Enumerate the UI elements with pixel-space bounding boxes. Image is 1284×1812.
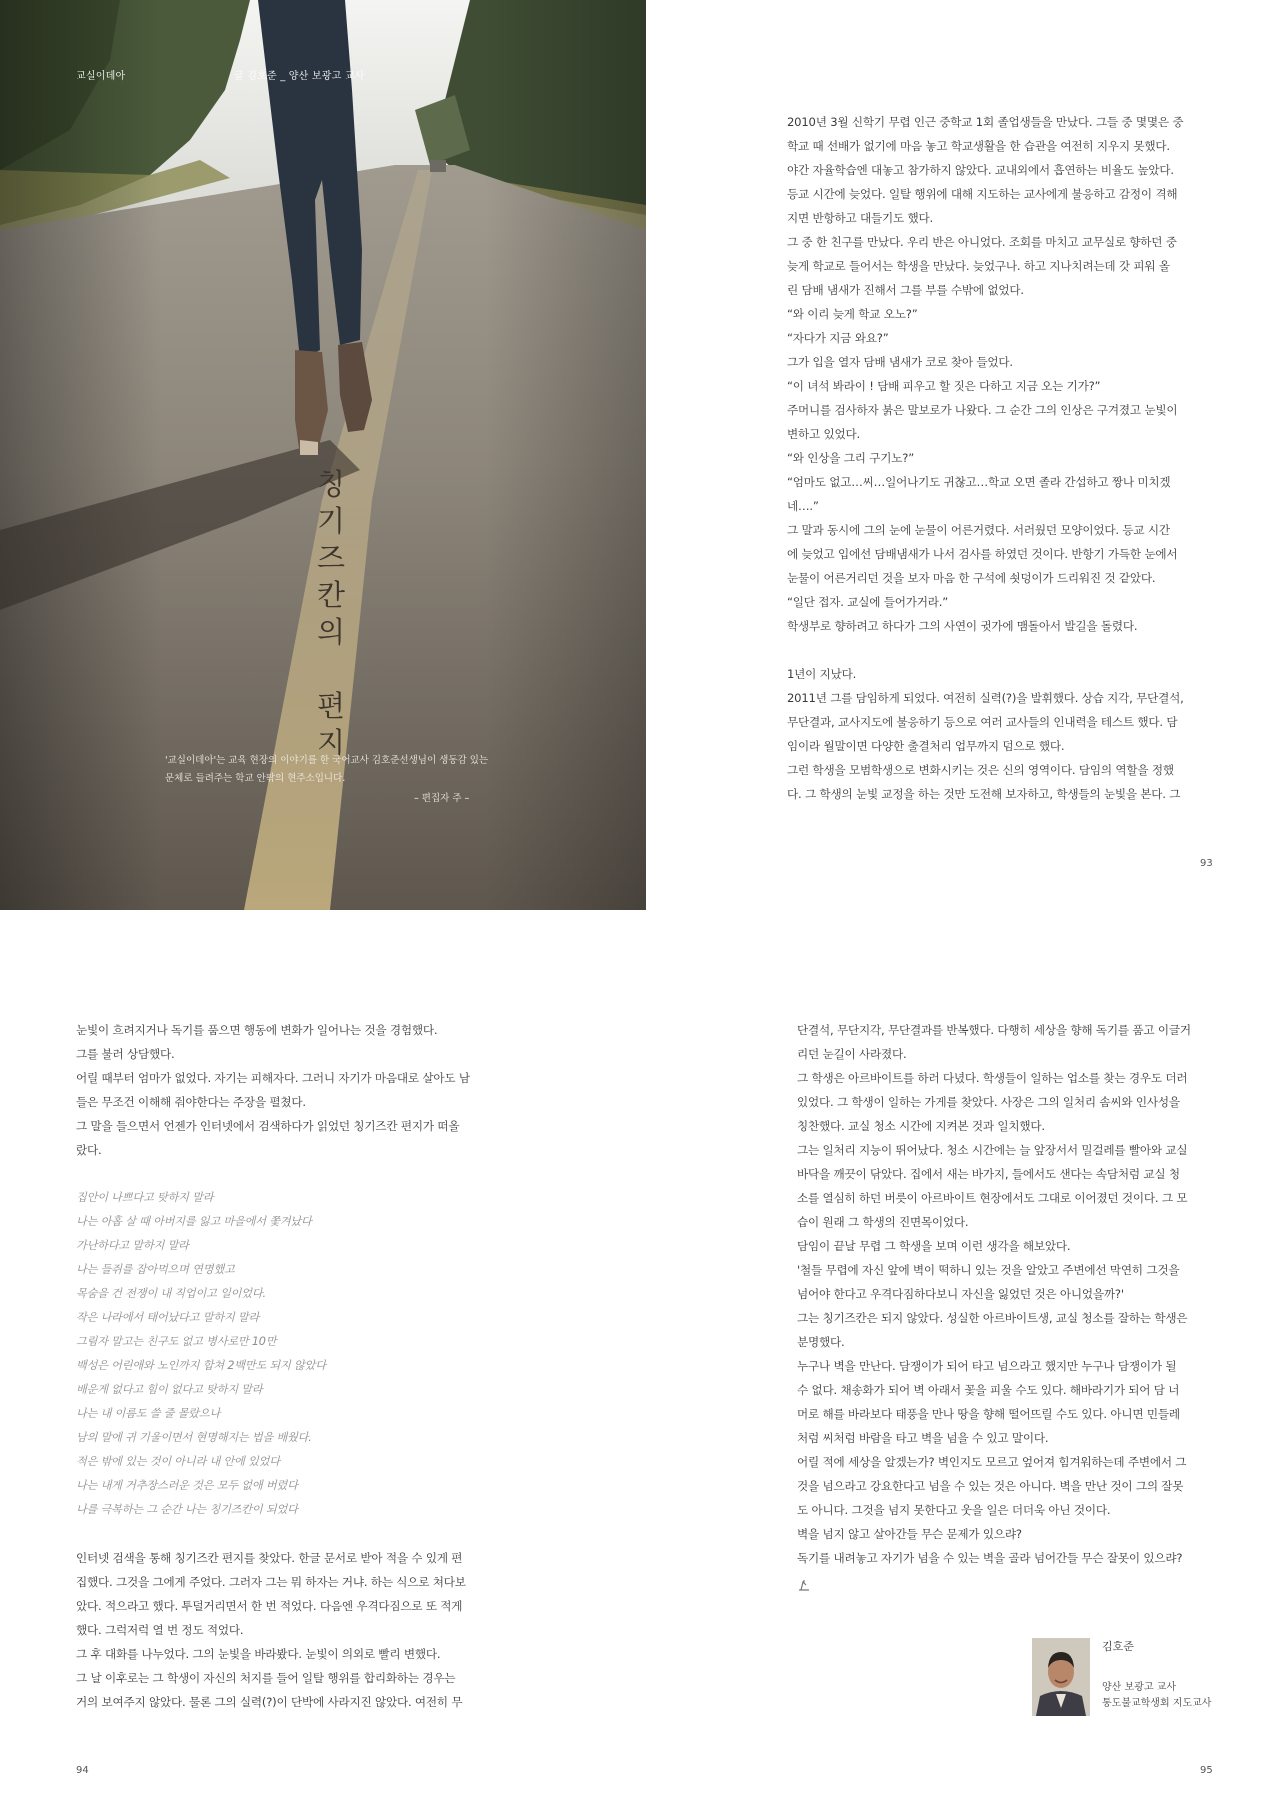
text-line: 칭찬했다. 교실 청소 시간에 지켜본 것과 일치했다. bbox=[797, 1119, 1045, 1133]
text-line: 소를 열심히 하던 버릇이 아르바이트 현장에서도 그대로 이어졌던 것이다. 그 모 bbox=[797, 1191, 1188, 1205]
text-line: “엄마도 없고…씨…일어나기도 귀찮고…학교 오면 졸라 간섭하고 짱나 미치겠 bbox=[787, 475, 1171, 489]
text-line: 늦게 학교로 들어서는 학생을 만났다. 늦었구나. 하고 지나치려는데 갓 피워 올 bbox=[787, 259, 1170, 273]
author-photo bbox=[1032, 1638, 1090, 1716]
text-line: 임이라 월말이면 다양한 출결처리 업무까지 덤으로 했다. bbox=[787, 739, 1065, 753]
poem-line: 나는 들쥐를 잡아먹으며 연명했고 bbox=[76, 1263, 235, 1276]
poem-line: 집안이 나쁘다고 탓하지 말라 bbox=[76, 1191, 214, 1204]
text-line: 있었다. 그 학생이 일하는 가게를 찾았다. 사장은 그의 일처리 솜씨와 인사성을 bbox=[797, 1095, 1180, 1109]
text-line: 그는 칭기즈칸은 되지 않았다. 성실한 아르바이트생, 교실 청소를 잘하는 학생은 bbox=[797, 1311, 1188, 1325]
text-line: 무단결과, 교사지도에 불응하기 등으로 여러 교사들의 인내력을 테스트 했다. 담 bbox=[787, 715, 1178, 729]
text-line: 그가 입을 열자 담배 냄새가 코로 찾아 들었다. bbox=[787, 355, 1013, 369]
text-line: 학교 때 선배가 없기에 마음 놓고 학교생활을 한 습관을 여전히 지우지 못했다. bbox=[787, 139, 1170, 153]
text-line: 처럼 씨처럼 바람을 타고 벽을 넘을 수 있고 말이다. bbox=[797, 1431, 1049, 1445]
text-line: 그 학생은 아르바이트를 하러 다녔다. 학생들이 일하는 업소를 찾는 경우도 더러 bbox=[797, 1071, 1188, 1085]
text-line: 눈물이 어른거리던 것을 보자 마음 한 구석에 쇳덩이가 드리워진 것 같았다. bbox=[787, 571, 1156, 585]
page-number-94: 94 bbox=[76, 1765, 89, 1776]
text-line: 그런 학생을 모범학생으로 변화시키는 것은 신의 영역이다. 담임의 역할을 정했 bbox=[787, 763, 1174, 777]
poem-line: 가난하다고 말하지 말라 bbox=[76, 1239, 189, 1252]
text-line: 단결석, 무단지각, 무단결과를 반복했다. 다행히 세상을 향해 독기를 품고 이글거 bbox=[797, 1023, 1191, 1037]
text-line: 았다. 적으라고 했다. 투덜거리면서 한 번 적었다. 다음엔 우격다짐으로 또 적게 bbox=[76, 1599, 463, 1613]
byline: 글 김호준 _ 양산 보광고 교사 bbox=[234, 71, 365, 82]
text-line: 집했다. 그것을 그에게 주었다. 그러자 그는 뭐 하자는 거냐. 하는 식으로 쳐다보 bbox=[76, 1575, 466, 1589]
text-line: 등교 시간에 늦었다. 일탈 행위에 대해 지도하는 교사에게 불응하고 감정이 격해 bbox=[787, 187, 1178, 201]
text-line: 수 없다. 채송화가 되어 벽 아래서 꽃을 피울 수도 있다. 해바라기가 되어 담 너 bbox=[797, 1383, 1180, 1397]
poem-line: 남의 말에 귀 기울이면서 현명해지는 법을 배웠다. bbox=[76, 1431, 312, 1444]
cover-photo bbox=[0, 0, 646, 910]
text-line: 1년이 지났다. bbox=[787, 667, 857, 681]
page-93-body bbox=[787, 110, 1207, 806]
text-line: 주머니를 검사하자 붉은 말보로가 나왔다. 그 순간 그의 인상은 구겨졌고 눈빛이 bbox=[787, 403, 1178, 417]
text-line: 랐다. bbox=[76, 1143, 102, 1157]
text-line: 에 늦었고 입에선 담배냄새가 나서 검사를 하였던 것이다. 반항기 가득한 눈에서 bbox=[787, 547, 1178, 561]
end-mark-icon bbox=[797, 1578, 811, 1592]
page-number-93: 93 bbox=[1200, 858, 1213, 869]
text-line: 누구나 벽을 만난다. 담쟁이가 되어 타고 넘으라고 했지만 누구나 담쟁이가 될 bbox=[797, 1359, 1177, 1373]
text-line: 리던 눈길이 사라졌다. bbox=[797, 1047, 907, 1061]
text-line: 어릴 적에 세상을 알겠는가? 벽인지도 모르고 엎어져 힘겨워하는데 주변에서 그 bbox=[797, 1455, 1187, 1469]
intro-line: 문체로 들려주는 학교 안팎의 현주소입니다. bbox=[165, 773, 346, 784]
text-line: 머로 해를 바라보다 태풍을 만나 땅을 향해 떨어뜨릴 수도 있다. 아니면 민들레 bbox=[797, 1407, 1180, 1421]
text-line: 변하고 있었다. bbox=[787, 427, 860, 441]
text-line: 그를 불러 상담했다. bbox=[76, 1047, 175, 1061]
section-tag: 교실이데아 bbox=[76, 71, 126, 82]
text-line: 분명했다. bbox=[797, 1335, 845, 1349]
text-line: 벽을 넘지 않고 살아간들 무슨 문제가 있으랴? bbox=[797, 1527, 1022, 1541]
text-line: 도 아니다. 그것을 넘지 못한다고 웃을 일은 더더욱 아닌 것이다. bbox=[797, 1503, 1111, 1517]
text-line: “일단 접자. 교실에 들어가거라.” bbox=[787, 595, 949, 609]
text-line: 2010년 3월 신학기 무렵 인근 중학교 1회 졸업생들을 만났다. 그들 중 몇몇은 중 bbox=[787, 115, 1184, 129]
text-line: 린 담배 냄새가 진해서 그를 부를 수밖에 없었다. bbox=[787, 283, 1024, 297]
poem-line: 백성은 어린애와 노인까지 합쳐 2백만도 되지 않았다 bbox=[76, 1359, 326, 1372]
text-line: 그 말을 들으면서 언젠가 인터넷에서 검색하다가 읽었던 칭기즈칸 편지가 떠올 bbox=[76, 1119, 460, 1133]
author-box bbox=[1032, 1638, 1252, 1720]
editor-note: – 편집자 주 – bbox=[414, 793, 470, 804]
poem-line: 나는 내 이름도 쓸 줄 몰랐으나 bbox=[76, 1407, 221, 1420]
page-95-body bbox=[797, 1018, 1217, 1570]
author-name: 김호준 bbox=[1102, 1640, 1134, 1653]
text-line: 다. 그 학생의 눈빛 교정을 하는 것만 도전해 보자하고, 학생들의 눈빛을 본다. 그 bbox=[787, 787, 1181, 801]
text-line: 인터넷 검색을 통해 칭기즈칸 편지를 찾았다. 한글 문서로 받아 적을 수 있게 편 bbox=[76, 1551, 463, 1565]
poem-line: 그림자 말고는 친구도 없고 병사로만 10만 bbox=[76, 1335, 277, 1348]
text-line: 했다. 그럭저럭 열 번 정도 적었다. bbox=[76, 1623, 244, 1637]
text-line: 눈빛이 흐려지거나 독기를 품으면 행동에 변화가 일어나는 것을 경험했다. bbox=[76, 1023, 438, 1037]
text-line: 어릴 때부터 엄마가 없었다. 자기는 피해자다. 그러니 자기가 마음대로 살아도 남 bbox=[76, 1071, 470, 1085]
text-line: '철들 무렵에 자신 앞에 벽이 떡하니 있는 것을 알았고 주변에선 막연히 그것을 bbox=[797, 1263, 1180, 1277]
text-line: “와 인상을 그리 구기노?” bbox=[787, 451, 915, 465]
poem-line: 작은 나라에서 태어났다고 말하지 말라 bbox=[76, 1311, 260, 1324]
text-line: 바닥을 깨끗이 닦았다. 집에서 새는 바가지, 들에서도 샌다는 속담처럼 교실 청 bbox=[797, 1167, 1180, 1181]
text-line: 담임이 끝날 무렵 그 학생을 보며 이런 생각을 해보았다. bbox=[797, 1239, 1071, 1253]
text-line: 그는 일처리 지능이 뛰어났다. 청소 시간에는 늘 앞장서서 밀걸레를 빨아와 교실 bbox=[797, 1143, 1188, 1157]
text-line: 것을 넘으라고 강요한다고 넘을 수 있는 것은 아니다. 벽을 만난 것이 그의 잘못 bbox=[797, 1479, 1184, 1493]
poem-line: 배운게 없다고 힘이 없다고 탓하지 말라 bbox=[76, 1383, 263, 1396]
poem-line: 나는 아홉 살 때 아버지를 잃고 마을에서 쫓겨났다 bbox=[76, 1215, 312, 1228]
article-title: 칭 기 즈 칸 의 편 지 bbox=[316, 467, 345, 760]
text-line: “와 이리 늦게 학교 오노?” bbox=[787, 307, 918, 321]
text-line: 넘어야 한다고 우격다짐하다보니 자신을 잃었던 것은 아니었을까?' bbox=[797, 1287, 1124, 1301]
text-line: 들은 무조건 이해해 줘야한다는 주장을 펼쳤다. bbox=[76, 1095, 306, 1109]
poem-line: 목숨을 건 전쟁이 내 직업이고 일이었다. bbox=[76, 1287, 266, 1300]
text-line: “자다가 지금 와요?” bbox=[787, 331, 889, 345]
text-line: “이 녀석 봐라이 ! 담배 피우고 할 짓은 다하고 지금 오는 기가?” bbox=[787, 379, 1101, 393]
page-94-body bbox=[76, 1018, 496, 1714]
poem-line: 나는 내게 거추장스러운 것은 모두 없애 버렸다 bbox=[76, 1479, 298, 1492]
author-role: 양산 보광고 교사 bbox=[1102, 1682, 1176, 1693]
poem-line: 나를 극복하는 그 순간 나는 칭기즈칸이 되었다 bbox=[76, 1503, 298, 1516]
text-line: 2011년 그를 담임하게 되었다. 여전히 실력(?)을 발휘했다. 상습 지각, 무단결석, bbox=[787, 691, 1184, 705]
text-line: 그 중 한 친구를 만났다. 우리 반은 아니었다. 조회를 마치고 교무실로 향하던 중 bbox=[787, 235, 1177, 249]
poem-line: 적은 밖에 있는 것이 아니라 내 안에 있었다 bbox=[76, 1455, 280, 1468]
paragraph-gap bbox=[787, 638, 1207, 662]
text-line: 학생부로 향하려고 하다가 그의 사연이 귓가에 맴돌아서 발길을 돌렸다. bbox=[787, 619, 1138, 633]
intro-text bbox=[165, 752, 505, 788]
text-line: 그 말과 동시에 그의 눈에 눈물이 어른거렸다. 서러웠던 모양이었다. 등교 시간 bbox=[787, 523, 1170, 537]
text-line: 지면 반항하고 대들기도 했다. bbox=[787, 211, 933, 225]
intro-line: '교실이데아'는 교육 현장의 이야기를 한 국어교사 김호준선생님이 생동감 있는 bbox=[165, 755, 489, 766]
paragraph-gap bbox=[76, 1522, 496, 1546]
page-number-95: 95 bbox=[1200, 1765, 1213, 1776]
text-line: 습이 원래 그 학생의 진면목이었다. bbox=[797, 1215, 969, 1229]
paragraph-gap bbox=[76, 1162, 496, 1186]
text-line: 네….” bbox=[787, 499, 819, 513]
author-role: 통도불교학생회 지도교사 bbox=[1102, 1698, 1212, 1709]
text-line: 거의 보여주지 않았다. 물론 그의 실력(?)이 단박에 사라지진 않았다. 여전히 무 bbox=[76, 1695, 463, 1709]
text-line: 그 날 이후로는 그 학생이 자신의 처지를 들어 일탈 행위를 합리화하는 경우는 bbox=[76, 1671, 456, 1685]
text-line: 독기를 내려놓고 자기가 넘을 수 있는 벽을 골라 넘어간들 무슨 잘못이 있으랴? bbox=[797, 1551, 1183, 1565]
text-line: 야간 자율학습엔 대놓고 참가하지 않았다. 교내외에서 흡연하는 비율도 높았다. bbox=[787, 163, 1174, 177]
avatar bbox=[1032, 1638, 1090, 1716]
text-line: 그 후 대화를 나누었다. 그의 눈빛을 바라봤다. 눈빛이 의외로 빨리 변했다. bbox=[76, 1647, 441, 1661]
